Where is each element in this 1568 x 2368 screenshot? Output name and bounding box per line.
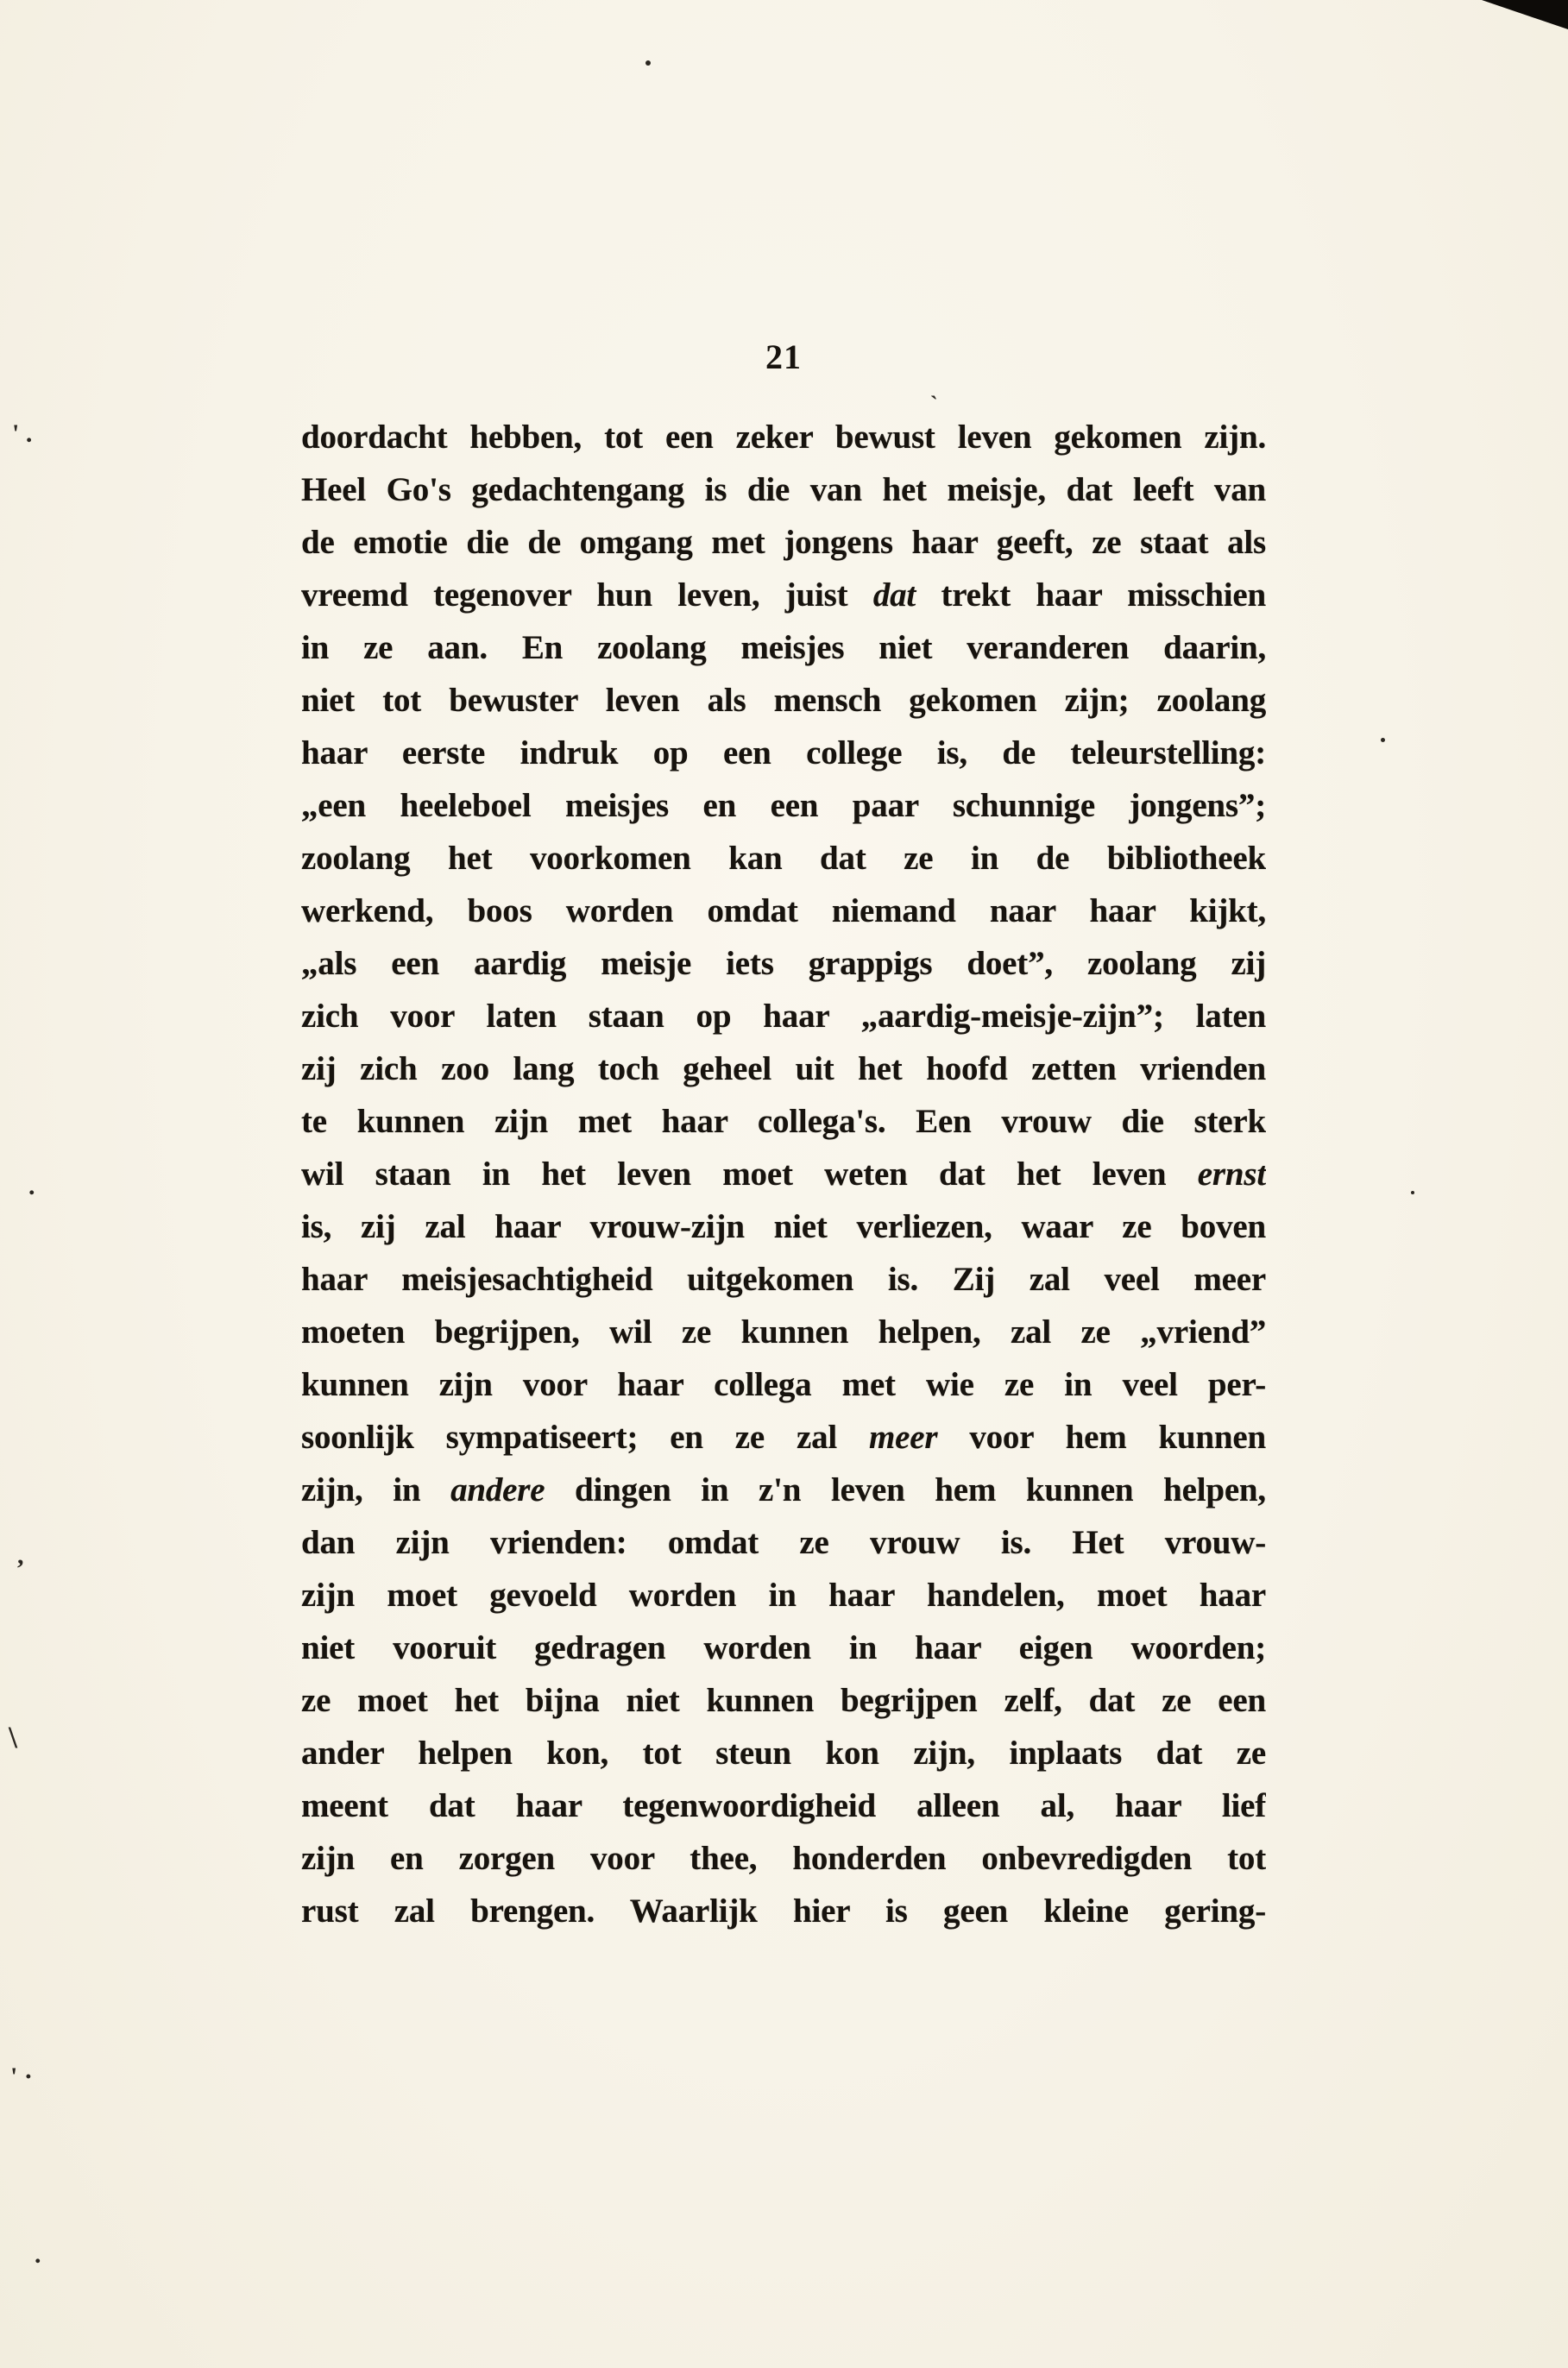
text-segment: niet vooruit gedragen worden in haar eigen woorden; — [301, 1629, 1266, 1666]
text-line — [301, 937, 1266, 990]
italic-text: andere — [450, 1471, 545, 1508]
text-segment: doordacht hebben, tot een zeker bewust leven gekomen zijn. — [301, 419, 1266, 456]
text-line — [301, 1674, 1266, 1727]
text-line — [301, 1042, 1266, 1095]
scan-speck: ` — [930, 392, 938, 417]
text-line — [301, 1464, 1266, 1516]
text-line — [301, 1411, 1266, 1464]
text-line — [301, 1885, 1266, 1937]
text-segment: ander helpen kon, tot steun kon zijn, inplaats dat ze — [301, 1735, 1266, 1772]
text-line — [301, 832, 1266, 885]
italic-text: ernst — [1197, 1156, 1266, 1193]
text-segment: ze moet het bijna niet kunnen begrijpen zelf, dat ze een — [301, 1682, 1266, 1719]
text-line — [301, 990, 1266, 1042]
text-segment: meent dat haar tegenwoordigheid alleen al, haar lief — [301, 1787, 1266, 1824]
italic-text: meer — [869, 1419, 938, 1456]
text-segment: zij zich zoo lang toch geheel uit het hoofd zetten vrienden — [301, 1050, 1266, 1087]
text-line — [301, 674, 1266, 727]
text-segment: dan zijn vrienden: omdat ze vrouw is. Het vrouw- — [301, 1524, 1266, 1561]
text-segment: vreemd tegenover hun leven, juist — [301, 576, 873, 614]
text-segment: soonlijk sympatiseert; en ze zal — [301, 1419, 869, 1456]
text-segment: haar eerste indruk op een college is, de teleurstelling: — [301, 734, 1266, 771]
text-line — [301, 1516, 1266, 1569]
text-segment: in ze aan. En zoolang meisjes niet veranderen daarin, — [301, 629, 1266, 666]
scan-speck — [1381, 738, 1385, 742]
text-segment: „een heeleboel meisjes en een paar schunnige jongens”; — [301, 787, 1266, 824]
page-text — [301, 411, 1266, 1937]
page-number: 21 — [765, 337, 802, 376]
text-line — [301, 1148, 1266, 1200]
text-segment: dingen in z'n leven hem kunnen helpen, — [545, 1471, 1266, 1508]
text-segment: rust zal brengen. Waarlijk hier is geen kleine gering- — [301, 1893, 1266, 1930]
text-line — [301, 1306, 1266, 1358]
scan-speck: ' · — [10, 2063, 33, 2091]
text-line — [301, 463, 1266, 516]
text-line — [301, 411, 1266, 463]
text-line — [301, 1253, 1266, 1306]
text-segment: de emotie die de omgang met jongens haar geeft, ze staat als — [301, 524, 1266, 561]
text-line — [301, 1779, 1266, 1832]
scan-speck — [1411, 1191, 1414, 1194]
text-line — [301, 1095, 1266, 1148]
scan-speck — [645, 60, 651, 66]
text-segment: Heel Go's gedachtengang is die van het meisje, dat leeft van — [301, 471, 1266, 508]
scan-speck: . — [28, 1172, 35, 1200]
scan-speck: , — [17, 1541, 24, 1570]
scan-speck: . — [35, 2240, 41, 2269]
text-segment: is, zij zal haar vrouw-zijn niet verliezen, waar ze boven — [301, 1208, 1266, 1245]
text-segment: zich voor laten staan op haar „aardig-meisje-zijn”; laten — [301, 998, 1266, 1035]
text-line — [301, 885, 1266, 937]
text-segment: te kunnen zijn met haar collega's. Een vrouw die sterk — [301, 1103, 1266, 1140]
text-segment: zijn moet gevoeld worden in haar handelen, moet haar — [301, 1577, 1266, 1614]
text-line — [301, 569, 1266, 621]
scan-speck: ' . — [12, 419, 33, 448]
text-segment: trekt haar misschien — [916, 576, 1266, 614]
text-line — [301, 727, 1266, 779]
text-segment: voor hem kunnen — [937, 1419, 1266, 1456]
scan-corner-artifact — [1482, 0, 1568, 29]
text-segment: haar meisjesachtigheid uitgekomen is. Zij zal veel meer — [301, 1261, 1266, 1298]
text-line — [301, 1727, 1266, 1779]
text-segment: kunnen zijn voor haar collega met wie ze in veel per- — [301, 1366, 1266, 1403]
text-line — [301, 1358, 1266, 1411]
text-line — [301, 1622, 1266, 1674]
text-line — [301, 779, 1266, 832]
text-line — [301, 621, 1266, 674]
scan-speck: \ — [9, 1720, 18, 1754]
text-line — [301, 1832, 1266, 1885]
italic-text: dat — [872, 576, 916, 614]
text-segment: „als een aardig meisje iets grappigs doet”, zoolang zij — [301, 945, 1266, 982]
text-line — [301, 1569, 1266, 1622]
text-segment: zijn, in — [301, 1471, 451, 1508]
text-segment: moeten begrijpen, wil ze kunnen helpen, zal ze „vriend” — [301, 1313, 1266, 1351]
text-segment: wil staan in het leven moet weten dat het leven — [301, 1156, 1198, 1193]
text-segment: niet tot bewuster leven als mensch gekomen zijn; zoolang — [301, 682, 1266, 719]
text-segment: werkend, boos worden omdat niemand naar haar kijkt, — [301, 892, 1266, 929]
text-line — [301, 516, 1266, 569]
text-line — [301, 1200, 1266, 1253]
text-segment: zijn en zorgen voor thee, honderden onbevredigden tot — [301, 1840, 1266, 1877]
text-segment: zoolang het voorkomen kan dat ze in de bibliotheek — [301, 840, 1266, 877]
